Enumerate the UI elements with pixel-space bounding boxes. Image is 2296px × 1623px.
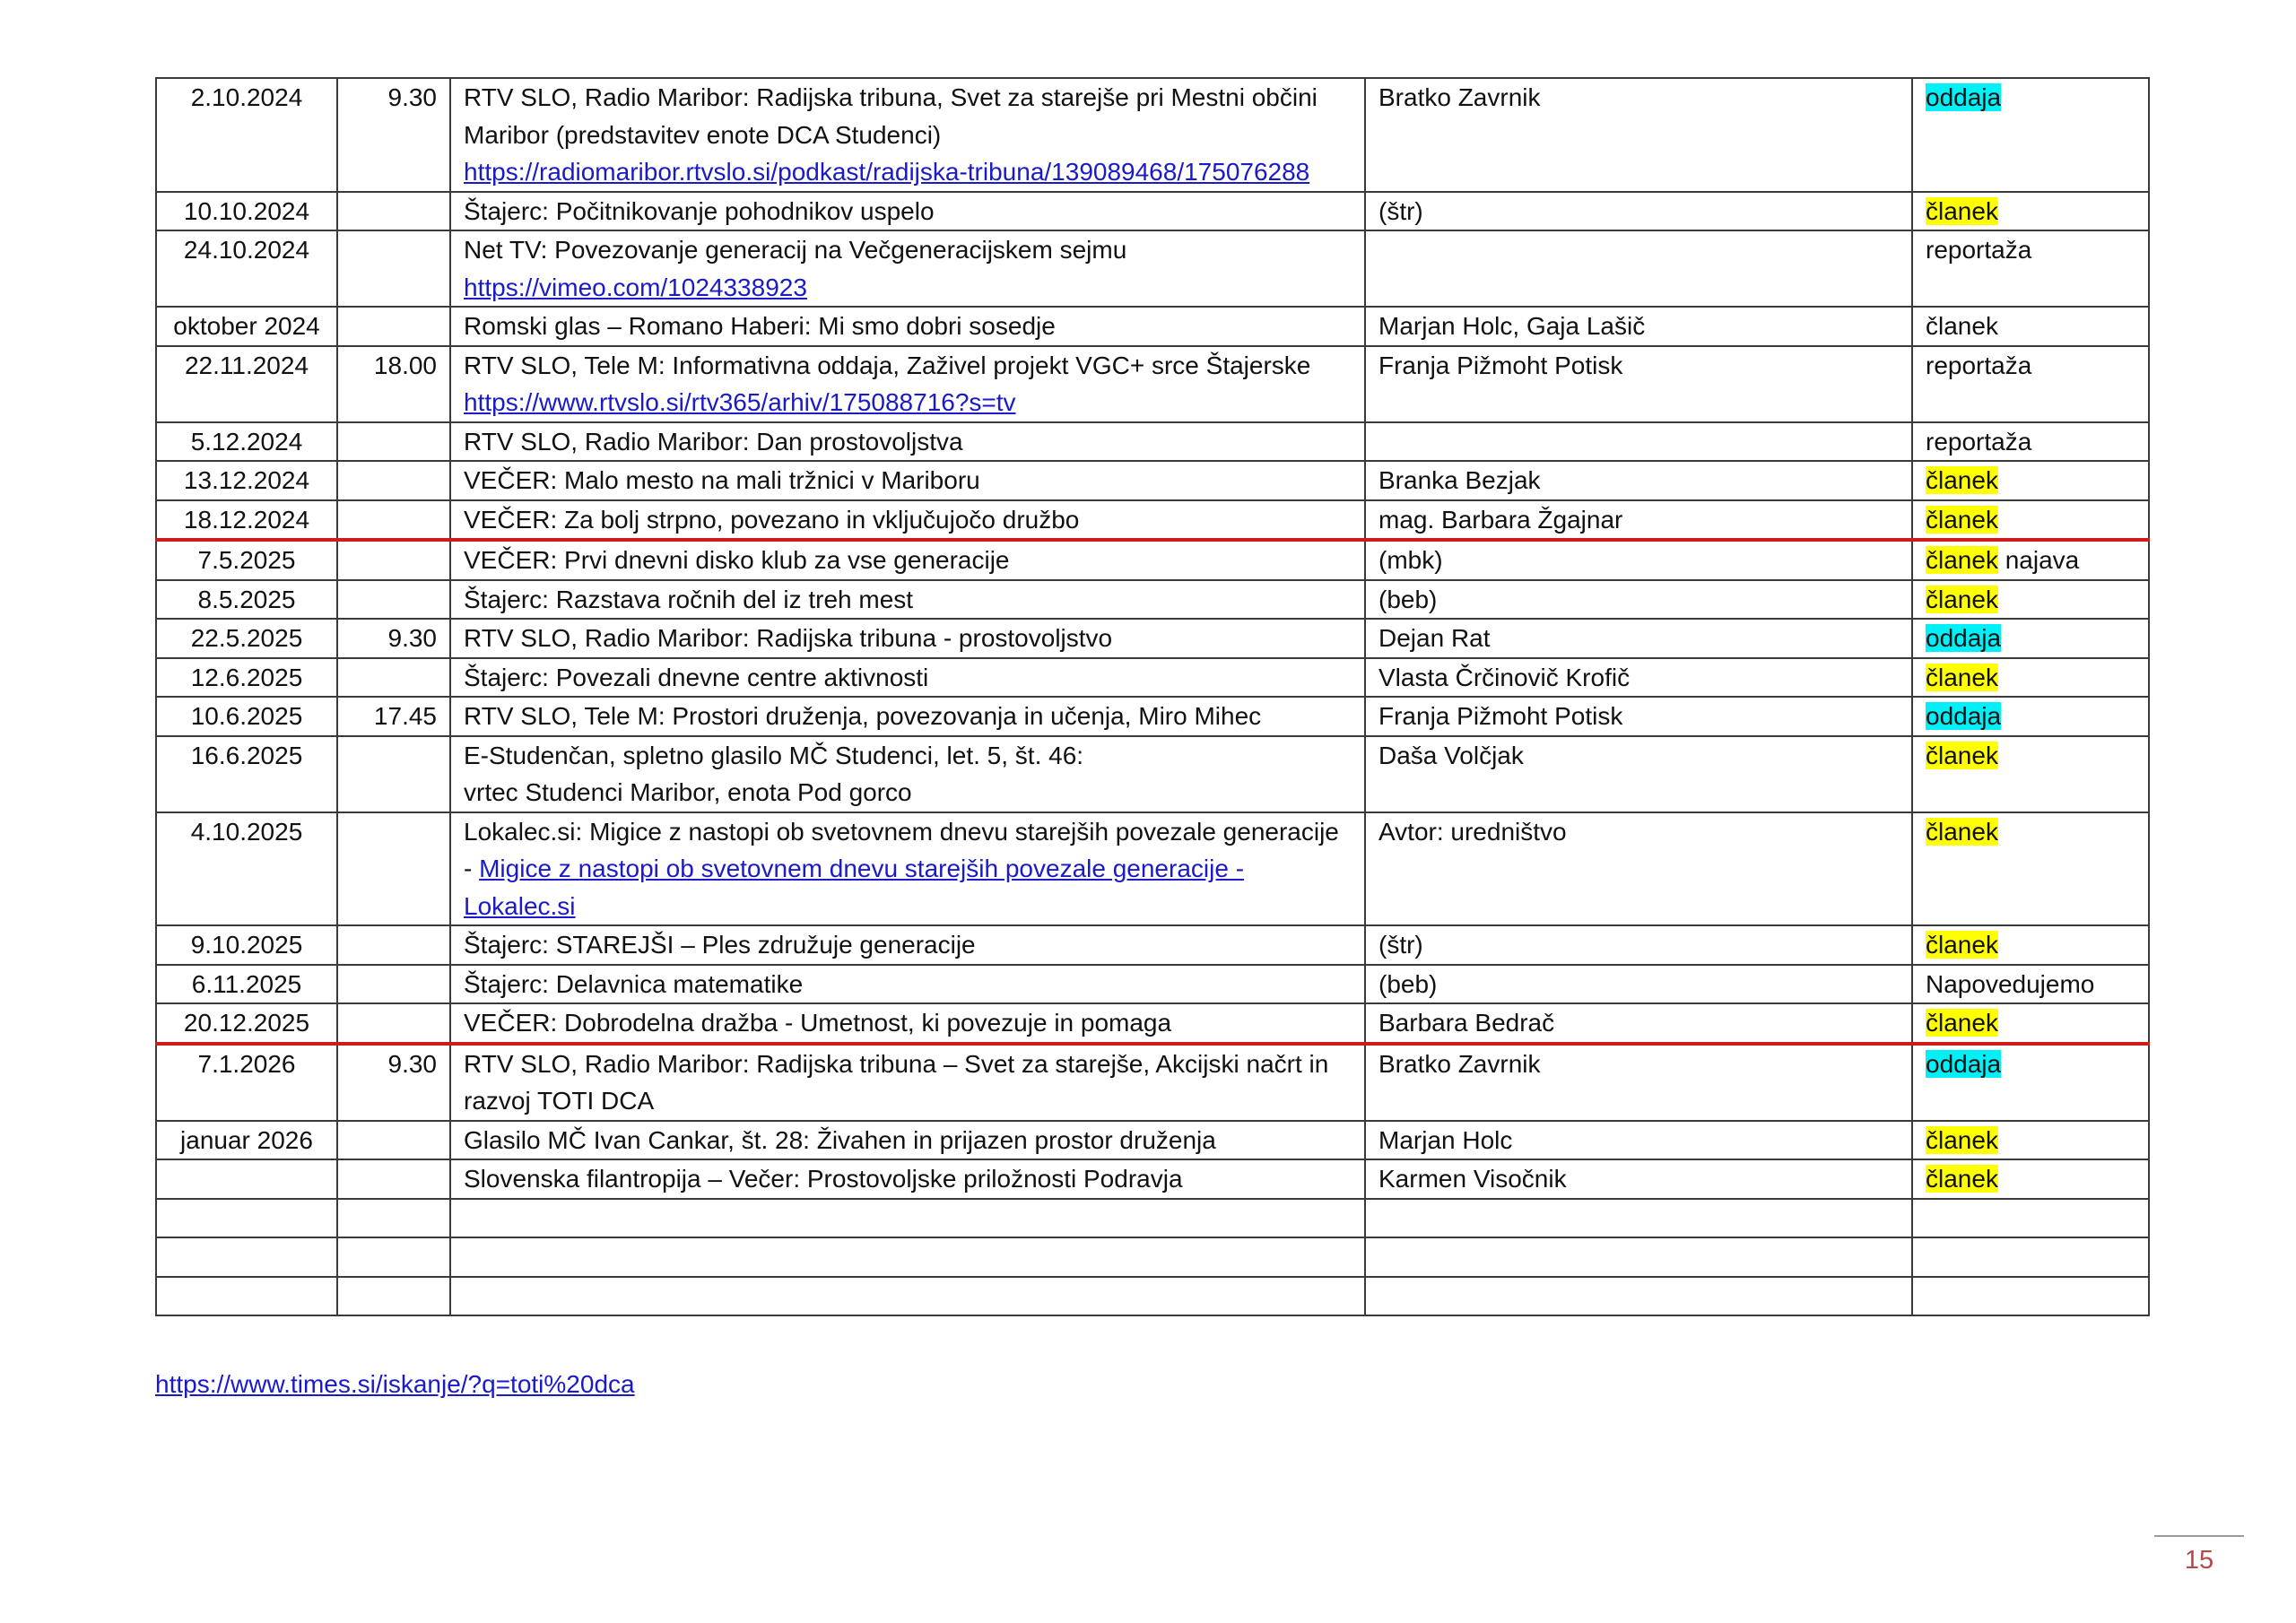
time-text: 18.00 [373, 351, 437, 379]
date-cell [156, 736, 337, 812]
times-search-link[interactable]: https://www.times.si/iskanje/?q=toti%20dca [155, 1370, 635, 1398]
author-text: Franja Pižmoht Potisk [1378, 351, 1623, 379]
title-cell [450, 1044, 1365, 1121]
type-cell [1912, 1199, 2149, 1238]
date-cell [156, 1199, 337, 1238]
article-link[interactable]: https://vimeo.com/1024338923 [464, 273, 807, 301]
title-cell [450, 78, 1365, 192]
date-cell [156, 346, 337, 422]
time-cell [337, 500, 450, 541]
date-text: 24.10.2024 [183, 236, 310, 264]
title-cell [450, 1121, 1365, 1160]
title-text: VEČER: Za bolj strpno, povezano in vključujočo družbo [464, 505, 1080, 534]
table-row [156, 461, 2149, 500]
time-text: 9.30 [387, 1049, 437, 1078]
table-row [156, 230, 2149, 307]
date-cell [156, 307, 337, 346]
time-cell [337, 1277, 450, 1316]
author-text: (štr) [1378, 931, 1423, 959]
time-cell [337, 925, 450, 965]
date-text: 8.5.2025 [197, 585, 296, 613]
table-row [156, 658, 2149, 698]
author-cell [1365, 1121, 1912, 1160]
author-cell [1365, 925, 1912, 965]
author-text: (beb) [1378, 969, 1438, 998]
title-text: RTV SLO, Radio Maribor: Radijska tribuna - prostovoljstvo [464, 624, 1113, 652]
author-text: Bratko Zavrnik [1378, 1049, 1541, 1078]
title-text: E-Studenčan, spletno glasilo MČ Studenci, let. 5, št. 46: [464, 741, 1084, 769]
date-cell [156, 658, 337, 698]
title-cell [450, 422, 1365, 462]
date-cell [156, 1044, 337, 1121]
time-cell [337, 1237, 450, 1277]
author-cell [1365, 812, 1912, 926]
title-text: Štajerc: Razstava ročnih del iz treh mest [464, 585, 914, 613]
author-text: Marjan Holc [1378, 1125, 1513, 1154]
date-text: 4.10.2025 [190, 817, 303, 846]
date-cell [156, 619, 337, 658]
author-text: Bratko Zavrnik [1378, 83, 1541, 111]
type-cell [1912, 619, 2149, 658]
title-cell [450, 925, 1365, 965]
date-cell [156, 192, 337, 231]
author-cell [1365, 1199, 1912, 1238]
type-cell [1912, 540, 2149, 580]
author-text: Vlasta Črčinovič Krofič [1378, 663, 1631, 691]
title-text-line2: vrtec Studenci Maribor, enota Pod gorco [464, 778, 912, 806]
author-text: Karmen Visočnik [1378, 1165, 1567, 1193]
title-text: Lokalec.si: Migice z nastopi ob svetovnem dnevu starejših povezale generacije - [464, 817, 1339, 882]
table-row [156, 540, 2149, 580]
date-text: 9.10.2025 [190, 931, 303, 959]
table-row [156, 1199, 2149, 1238]
author-cell [1365, 580, 1912, 620]
type-badge: članek [1926, 741, 1998, 769]
title-cell [450, 346, 1365, 422]
table-body [156, 78, 2149, 1315]
date-text: 10.6.2025 [190, 702, 303, 730]
table-row [156, 1159, 2149, 1199]
type-cell [1912, 192, 2149, 231]
type-badge: članek [1926, 546, 1998, 574]
date-text: 16.6.2025 [190, 741, 303, 769]
type-badge: članek [1926, 663, 1998, 691]
type-badge: članek [1926, 196, 1998, 225]
type-cell [1912, 658, 2149, 698]
time-cell [337, 422, 450, 462]
time-cell [337, 812, 450, 926]
type-cell [1912, 580, 2149, 620]
table-row [156, 1121, 2149, 1160]
title-cell [450, 658, 1365, 698]
date-cell [156, 500, 337, 541]
date-text: 22.11.2024 [184, 351, 309, 379]
date-cell [156, 540, 337, 580]
table-row [156, 736, 2149, 812]
title-cell [450, 307, 1365, 346]
time-cell [337, 307, 450, 346]
type-cell [1912, 1237, 2149, 1277]
title-text: Štajerc: STAREJŠI – Ples združuje generacije [464, 931, 976, 959]
time-cell [337, 540, 450, 580]
date-text: 18.12.2024 [183, 505, 310, 534]
author-text: Dejan Rat [1378, 624, 1491, 652]
type-cell [1912, 500, 2149, 541]
author-text: (beb) [1378, 585, 1438, 613]
type-badge: Napovedujemo [1926, 969, 2095, 998]
author-cell [1365, 965, 1912, 1004]
type-cell [1912, 1121, 2149, 1160]
type-cell [1912, 230, 2149, 307]
type-badge: reportaža [1926, 351, 2032, 379]
author-cell [1365, 1159, 1912, 1199]
date-text: 20.12.2025 [183, 1009, 310, 1037]
table-row [156, 812, 2149, 926]
author-text: Branka Bezjak [1378, 466, 1541, 494]
type-badge: reportaža [1926, 236, 2032, 264]
title-cell [450, 1199, 1365, 1238]
date-text: 7.5.2025 [197, 546, 296, 574]
title-cell [450, 230, 1365, 307]
time-cell [337, 1121, 450, 1160]
author-cell [1365, 697, 1912, 736]
time-cell [337, 461, 450, 500]
type-badge: članek [1926, 931, 1998, 959]
date-text: 6.11.2025 [191, 969, 302, 998]
title-cell [450, 697, 1365, 736]
title-text: RTV SLO, Radio Maribor: Dan prostovoljstva [464, 427, 963, 456]
title-text: RTV SLO, Radio Maribor: Radijska tribuna – Svet za starejše, Akcijski načrt in razvoj TOTI DCA [464, 1049, 1329, 1115]
time-cell [337, 965, 450, 1004]
date-text: 5.12.2024 [190, 427, 303, 456]
author-text: Marjan Holc, Gaja Lašič [1378, 312, 1646, 340]
time-cell [337, 736, 450, 812]
time-cell [337, 78, 450, 192]
title-text: RTV SLO, Radio Maribor: Radijska tribuna, Svet za starejše pri Mestni občini Maribor (predstavitev enote DCA Studenci) [464, 83, 1318, 149]
type-cell [1912, 965, 2149, 1004]
type-cell [1912, 346, 2149, 422]
date-cell [156, 1159, 337, 1199]
type-badge: članek [1926, 585, 1998, 613]
date-text: januar 2026 [180, 1125, 313, 1154]
table-row [156, 78, 2149, 192]
author-cell [1365, 619, 1912, 658]
article-link[interactable]: https://radiomaribor.rtvslo.si/podkast/radijska-tribuna/139089468/175076288 [464, 158, 1310, 186]
time-cell [337, 230, 450, 307]
title-cell [450, 1159, 1365, 1199]
author-cell [1365, 1044, 1912, 1121]
date-text: 22.5.2025 [190, 624, 303, 652]
title-cell [450, 540, 1365, 580]
date-text: oktober 2024 [173, 312, 320, 340]
author-text: (štr) [1378, 196, 1423, 225]
title-cell [450, 1277, 1365, 1316]
title-text: VEČER: Prvi dnevni disko klub za vse generacije [464, 546, 1010, 574]
author-text: (mbk) [1378, 546, 1443, 574]
date-text: 13.12.2024 [183, 466, 310, 494]
time-cell [337, 192, 450, 231]
author-cell [1365, 422, 1912, 462]
type-cell [1912, 812, 2149, 926]
date-cell [156, 461, 337, 500]
date-cell [156, 1237, 337, 1277]
author-cell [1365, 230, 1912, 307]
author-cell [1365, 540, 1912, 580]
time-cell [337, 346, 450, 422]
title-cell [450, 461, 1365, 500]
type-cell [1912, 307, 2149, 346]
type-badge: članek [1926, 1009, 1998, 1037]
author-cell [1365, 461, 1912, 500]
type-cell [1912, 422, 2149, 462]
title-text: RTV SLO, Tele M: Prostori druženja, povezovanja in učenja, Miro Mihec [464, 702, 1262, 730]
table-row [156, 307, 2149, 346]
title-cell [450, 965, 1365, 1004]
date-text: 12.6.2025 [190, 663, 303, 691]
time-cell [337, 1044, 450, 1121]
date-cell [156, 1121, 337, 1160]
time-text: 9.30 [387, 624, 437, 652]
title-text: RTV SLO, Tele M: Informativna oddaja, Zaživel projekt VGC+ srce Štajerske [464, 351, 1311, 379]
title-text: Romski glas – Romano Haberi: Mi smo dobri sosedje [464, 312, 1056, 340]
title-cell [450, 619, 1365, 658]
time-text: 9.30 [387, 83, 437, 111]
title-cell [450, 736, 1365, 812]
time-cell [337, 1159, 450, 1199]
table-row [156, 1044, 2149, 1121]
author-cell [1365, 78, 1912, 192]
title-text: Štajerc: Počitnikovanje pohodnikov uspelo [464, 196, 935, 225]
table-row [156, 925, 2149, 965]
date-cell [156, 697, 337, 736]
date-cell [156, 1003, 337, 1044]
type-badge: članek [1926, 505, 1998, 534]
author-cell [1365, 307, 1912, 346]
time-cell [337, 1003, 450, 1044]
title-cell [450, 812, 1365, 926]
author-text: Barbara Bedrač [1378, 1009, 1555, 1037]
type-badge: oddaja [1926, 624, 2002, 652]
author-cell [1365, 192, 1912, 231]
table-row [156, 346, 2149, 422]
type-badge: članek [1926, 817, 1998, 846]
table-row [156, 619, 2149, 658]
title-cell [450, 192, 1365, 231]
time-cell [337, 697, 450, 736]
author-text: Daša Volčjak [1378, 741, 1524, 769]
table-row [156, 1003, 2149, 1044]
date-cell [156, 925, 337, 965]
media-coverage-table [155, 77, 2150, 1316]
author-cell [1365, 346, 1912, 422]
author-text: mag. Barbara Žgajnar [1378, 505, 1623, 534]
footer-divider [2154, 1535, 2244, 1537]
type-badge: reportaža [1926, 427, 2032, 456]
type-badge: oddaja [1926, 83, 2002, 111]
title-cell [450, 500, 1365, 541]
type-cell [1912, 78, 2149, 192]
author-cell [1365, 736, 1912, 812]
type-cell [1912, 461, 2149, 500]
time-text: 17.45 [373, 702, 437, 730]
table-row [156, 500, 2149, 541]
title-text: Slovenska filantropija – Večer: Prostovoljske priložnosti Podravja [464, 1165, 1183, 1193]
type-cell [1912, 1159, 2149, 1199]
date-cell [156, 580, 337, 620]
article-link[interactable]: https://www.rtvslo.si/rtv365/arhiv/175088716?s=tv [464, 388, 1016, 416]
title-cell [450, 1003, 1365, 1044]
title-cell [450, 1237, 1365, 1277]
title-cell [450, 580, 1365, 620]
date-text: 7.1.2026 [197, 1049, 296, 1078]
type-cell [1912, 925, 2149, 965]
title-text: VEČER: Dobrodelna dražba - Umetnost, ki povezuje in pomaga [464, 1009, 1172, 1037]
table-row [156, 192, 2149, 231]
author-text: Avtor: uredništvo [1378, 817, 1567, 846]
table-row [156, 580, 2149, 620]
table-row [156, 1237, 2149, 1277]
type-cell [1912, 1003, 2149, 1044]
time-cell [337, 1199, 450, 1238]
type-badge: članek [1926, 1125, 1998, 1154]
date-cell [156, 422, 337, 462]
type-badge: oddaja [1926, 1049, 2002, 1078]
article-link[interactable]: Migice z nastopi ob svetovnem dnevu starejših povezale generacije - Lokalec.si [464, 855, 1245, 920]
title-text: Štajerc: Delavnica matematike [464, 969, 804, 998]
date-text: 2.10.2024 [190, 83, 303, 111]
type-badge: oddaja [1926, 702, 2002, 730]
date-cell [156, 965, 337, 1004]
type-badge: članek [1926, 466, 1998, 494]
time-cell [337, 619, 450, 658]
author-cell [1365, 658, 1912, 698]
author-cell [1365, 500, 1912, 541]
table-row [156, 1277, 2149, 1316]
date-cell [156, 812, 337, 926]
type-cell [1912, 1277, 2149, 1316]
table-row [156, 965, 2149, 1004]
date-text: 10.10.2024 [183, 196, 310, 225]
author-cell [1365, 1277, 1912, 1316]
title-text: VEČER: Malo mesto na mali tržnici v Mariboru [464, 466, 980, 494]
time-cell [337, 580, 450, 620]
date-cell [156, 230, 337, 307]
type-note: najava [1997, 546, 2080, 574]
type-cell [1912, 1044, 2149, 1121]
title-text: Glasilo MČ Ivan Cankar, št. 28: Živahen in prijazen prostor druženja [464, 1125, 1216, 1154]
date-cell [156, 78, 337, 192]
type-cell [1912, 697, 2149, 736]
title-text: Štajerc: Povezali dnevne centre aktivnosti [464, 663, 929, 691]
type-badge: članek [1926, 312, 1998, 340]
title-text: Net TV: Povezovanje generacij na Večgeneracijskem sejmu [464, 236, 1127, 264]
author-cell [1365, 1237, 1912, 1277]
table-row [156, 697, 2149, 736]
type-cell [1912, 736, 2149, 812]
author-text: Franja Pižmoht Potisk [1378, 702, 1623, 730]
page-number: 15 [2184, 1546, 2214, 1575]
type-badge: članek [1926, 1165, 1998, 1193]
time-cell [337, 658, 450, 698]
table-row [156, 422, 2149, 462]
author-cell [1365, 1003, 1912, 1044]
date-cell [156, 1277, 337, 1316]
